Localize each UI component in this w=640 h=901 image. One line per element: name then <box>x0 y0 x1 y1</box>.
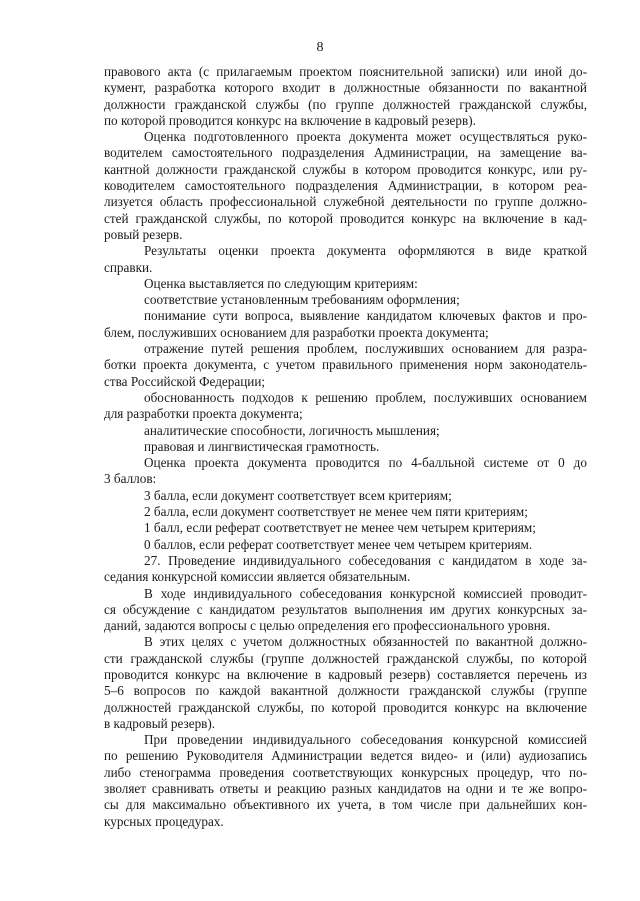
text-line: ства Российской Федерации; <box>104 373 266 389</box>
text-line: даний, задаются вопросы с целью определения его профессионального уровня. <box>104 618 551 634</box>
text-line: 0 баллов, если реферат соответствует менее чем четырем критериям. <box>144 536 533 552</box>
text-line: Оценка выставляется по следующим критериям: <box>144 275 418 291</box>
text-line: отражение путей решения проблем, послуживших основанием для разра- <box>144 341 587 357</box>
text-line: стей гражданской службы, по которой проводится конкурс на включение в кад- <box>104 210 587 226</box>
text-line: кантной должности гражданской службы в котором проводится конкурс, или ру- <box>104 161 587 177</box>
text-line: ровый резерв. <box>104 226 183 242</box>
text-line: кумент, разработка которого входит в должностные обязанности по вакантной <box>104 80 587 96</box>
text-line: проводится конкурс на включение в кадровый резерв) составляется перечень из <box>104 666 587 682</box>
text-line: Результаты оценки проекта документа оформляются в виде краткой <box>144 243 587 259</box>
text-line: либо стенограмма проведения соответствующих конкурсных процедур, что по- <box>104 764 587 780</box>
text-line: обоснованность подходов к решению проблем, послуживших основанием <box>144 389 587 405</box>
text-line: аналитические способности, логичность мышления; <box>144 422 440 438</box>
text-line: ботки проекта документа, с учетом правильного применения норм законодатель- <box>104 357 587 373</box>
text-line: ководителем самостоятельного подразделения Администрации, в котором реа- <box>104 178 587 194</box>
text-line: 3 балла, если документ соответствует всем критериям; <box>144 487 452 503</box>
text-line: должностей гражданской службы, по которой проводится конкурс на включение <box>104 699 587 715</box>
text-line: Оценка проекта документа проводится по 4-балльной системе от 0 до <box>144 455 587 471</box>
text-line: лизуется область профессиональной служебной деятельности по группе должно- <box>104 194 587 210</box>
text-line: 1 балл, если реферат соответствует не менее чем четырем критериям; <box>144 520 536 536</box>
text-line: соответствие установленным требованиям оформления; <box>144 292 460 308</box>
text-line: водителем самостоятельного подразделения Администрации, на замещение ва- <box>104 145 587 161</box>
text-line: правовая и лингвистическая грамотность. <box>144 438 380 454</box>
page-number: 8 <box>316 40 324 55</box>
text-line: понимание сути вопроса, выявление кандидатом ключевых фактов и про- <box>144 308 587 324</box>
text-line: 5–6 вопросов по каждой вакантной должности гражданской службы (группе <box>104 683 587 699</box>
text-line: блем, послуживших основанием для разработки проекта документа; <box>104 324 489 340</box>
text-line: для разработки проекта документа; <box>104 406 303 422</box>
document-body <box>104 64 587 830</box>
text-line: правового акта (с прилагаемым проектом пояснительной записки) или иной до- <box>104 64 587 79</box>
text-line: седания конкурсной комиссии является обязательным. <box>104 569 411 585</box>
text-line: Оценка подготовленного проекта документа может осуществляться руко- <box>144 129 587 145</box>
text-line: 27. Проведение индивидуального собеседования с кандидатом в ходе за- <box>144 552 587 568</box>
text-line: ся обсуждение с кандидатом результатов выполнения им других конкурсных за- <box>104 601 587 617</box>
text-line: 2 балла, если документ соответствует не менее чем пяти критериям; <box>144 504 528 520</box>
text-line: При проведении индивидуального собеседования конкурсной комиссией <box>144 732 587 748</box>
text-line: В ходе индивидуального собеседования конкурсной комиссией проводит- <box>144 585 587 601</box>
text-line: 3 баллов: <box>104 471 157 487</box>
text-line: по решению Руководителя Администрации ведется видео- и (или) аудиозапись <box>104 748 587 764</box>
text-line: должности гражданской службы (по группе должностей гражданской службы, <box>104 96 587 112</box>
text-line: в кадровый резерв). <box>104 715 216 731</box>
text-line: справки. <box>104 259 153 275</box>
text-line: по которой проводится конкурс на включение в кадровый резерв). <box>104 112 476 128</box>
text-line: сти гражданской службы (группе должностей гражданской службы, по которой <box>104 650 587 666</box>
text-line: курсных процедурах. <box>104 813 224 829</box>
text-line: сы для максимально объективного их учета, в том числе при дальнейших кон- <box>104 797 587 813</box>
text-line: зволяет сравнивать ответы и реакцию разных кандидатов на одни и те же вопро- <box>104 781 587 797</box>
text-line: В этих целях с учетом должностных обязанностей по вакантной должно- <box>144 634 587 650</box>
